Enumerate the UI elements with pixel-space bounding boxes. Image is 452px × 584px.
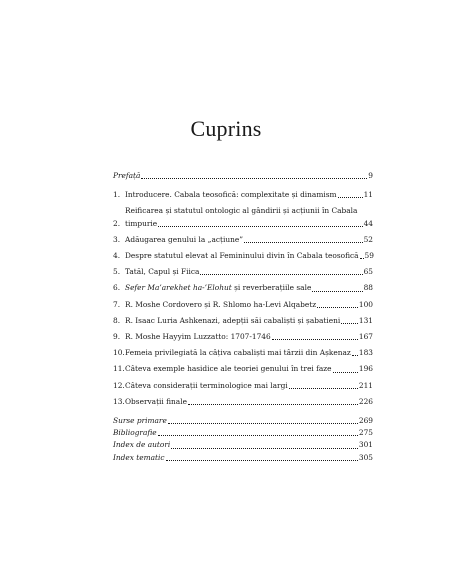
chapter-number: 3. (113, 234, 121, 244)
table-of-contents (113, 170, 373, 464)
toc-page-number: 88 (363, 283, 373, 293)
toc-entry-title: R. Moshe Cordovero și R. Shlomo ha-Levi Alqabetz (125, 299, 317, 309)
toc-page-number: 11 (363, 190, 373, 200)
toc-entry-title: Bibliografie (113, 428, 157, 438)
chapter-number: 8. (113, 315, 121, 325)
dot-leader (244, 242, 363, 243)
dot-leader (338, 197, 363, 198)
toc-page-number: 211 (358, 380, 373, 390)
toc-page-number: 59 (364, 251, 374, 261)
toc-page-number: 52 (363, 234, 373, 244)
toc-page-number: 131 (358, 315, 373, 325)
toc-entry-subject-index[interactable] (113, 452, 373, 464)
chapter-number: 5. (113, 267, 121, 277)
dot-leader (272, 339, 358, 340)
toc-entry-title: Surse primare (113, 416, 167, 426)
title-remainder: și reverberațiile sale (231, 283, 312, 293)
toc-entry-title: Tatăl, Capul și Fiica (125, 267, 200, 277)
toc-entry-bibliography[interactable] (113, 427, 373, 439)
toc-entry-title: Introducere. Cabala teosofică: complexitate și dinamism (125, 190, 337, 200)
toc-entry-chapter-6[interactable] (113, 282, 373, 294)
dot-leader (312, 291, 362, 292)
toc-page-number: 275 (358, 428, 373, 438)
toc-entry-chapter-12[interactable] (113, 380, 373, 392)
toc-page-number: 100 (358, 299, 373, 309)
chapter-number: 11. (113, 364, 125, 374)
toc-entry-chapter-9[interactable] (113, 331, 373, 343)
toc-entry-chapter-4[interactable] (113, 250, 373, 262)
book-title-italic: Sefer Ma’arekhet ha-’Elohut (125, 283, 232, 293)
toc-entry-title: Câteva exemple hasidice ale teoriei genului în trei faze (125, 364, 332, 374)
toc-page-number: 196 (358, 364, 373, 374)
dot-leader (352, 355, 358, 356)
dot-leader (317, 307, 358, 308)
dot-leader (141, 178, 367, 179)
dot-leader (171, 448, 358, 449)
toc-entry-title: Observații finale (125, 396, 187, 406)
toc-entry-title: Despre statutul elevat al Femininului divin în Cabala teosofică (125, 251, 359, 261)
dot-leader (333, 372, 358, 373)
toc-entry-primary-sources[interactable] (113, 415, 373, 427)
dot-leader (360, 258, 364, 259)
chapter-number: 13. (113, 396, 125, 406)
toc-entry-title: Prefață (113, 171, 141, 180)
toc-entry-preface[interactable] (113, 170, 373, 182)
toc-page-number: 269 (358, 416, 373, 426)
toc-page-number: 301 (358, 440, 373, 450)
toc-entry-chapter-13[interactable] (113, 396, 373, 408)
dot-leader (166, 460, 358, 461)
toc-page-number: 9 (368, 171, 373, 180)
toc-page-number: 183 (358, 348, 373, 358)
toc-entry-title (125, 282, 311, 294)
chapter-number: 2. (113, 218, 121, 228)
toc-entry-title-line-2: timpurie (125, 218, 158, 228)
toc-entry-chapter-10[interactable] (113, 347, 373, 359)
chapter-number: 6. (113, 283, 121, 293)
toc-page-number: 65 (363, 267, 373, 277)
toc-entry-title: R. Isaac Luria Ashkenazi, adepții săi cabaliști și șabatieni (125, 315, 341, 325)
chapter-number: 9. (113, 332, 121, 342)
dot-leader (168, 423, 358, 424)
chapter-number: 7. (113, 299, 121, 309)
toc-entry-title: Index tematic (113, 452, 165, 462)
chapter-number: 1. (113, 190, 121, 200)
toc-entry-title: R. Moshe Hayyim Luzzatto: 1707-1746 (125, 332, 271, 342)
toc-entry-chapter-3[interactable] (113, 234, 373, 246)
toc-entry-chapter-8[interactable] (113, 315, 373, 327)
toc-entry-title: Index de autori (113, 440, 171, 450)
toc-entry-chapter-7[interactable] (113, 299, 373, 311)
toc-entry-title-line-1: Reificarea și statutul ontologic al gândirii și acțiunii în Cabala (125, 206, 358, 216)
chapter-number: 10. (113, 348, 125, 358)
toc-entry-title: Adăugarea genului la „acțiune” (125, 234, 243, 244)
toc-entry-chapter-2[interactable] (113, 205, 373, 229)
dot-leader (341, 323, 358, 324)
toc-entry-title: Câteva considerații terminologice mai largi (125, 380, 288, 390)
toc-page-number: 226 (358, 396, 373, 406)
toc-entry-chapter-5[interactable] (113, 266, 373, 278)
toc-page-number: 305 (358, 452, 373, 462)
dot-leader (158, 435, 358, 436)
toc-entry-title: Femeia privilegiată la câțiva cabaliști mai târzii din Așkenaz (125, 348, 351, 358)
chapter-number: 12. (113, 380, 125, 390)
chapter-number: 4. (113, 251, 121, 261)
dot-leader (289, 388, 358, 389)
dot-leader (200, 274, 362, 275)
page-title: Cuprins (190, 116, 262, 141)
toc-entry-author-index[interactable] (113, 439, 373, 451)
toc-entry-chapter-11[interactable] (113, 363, 373, 375)
dot-leader (158, 226, 362, 227)
toc-page-number: 44 (363, 218, 373, 228)
toc-entry-chapter-1[interactable] (113, 189, 373, 201)
dot-leader (188, 404, 358, 405)
toc-page-number: 167 (358, 332, 373, 342)
